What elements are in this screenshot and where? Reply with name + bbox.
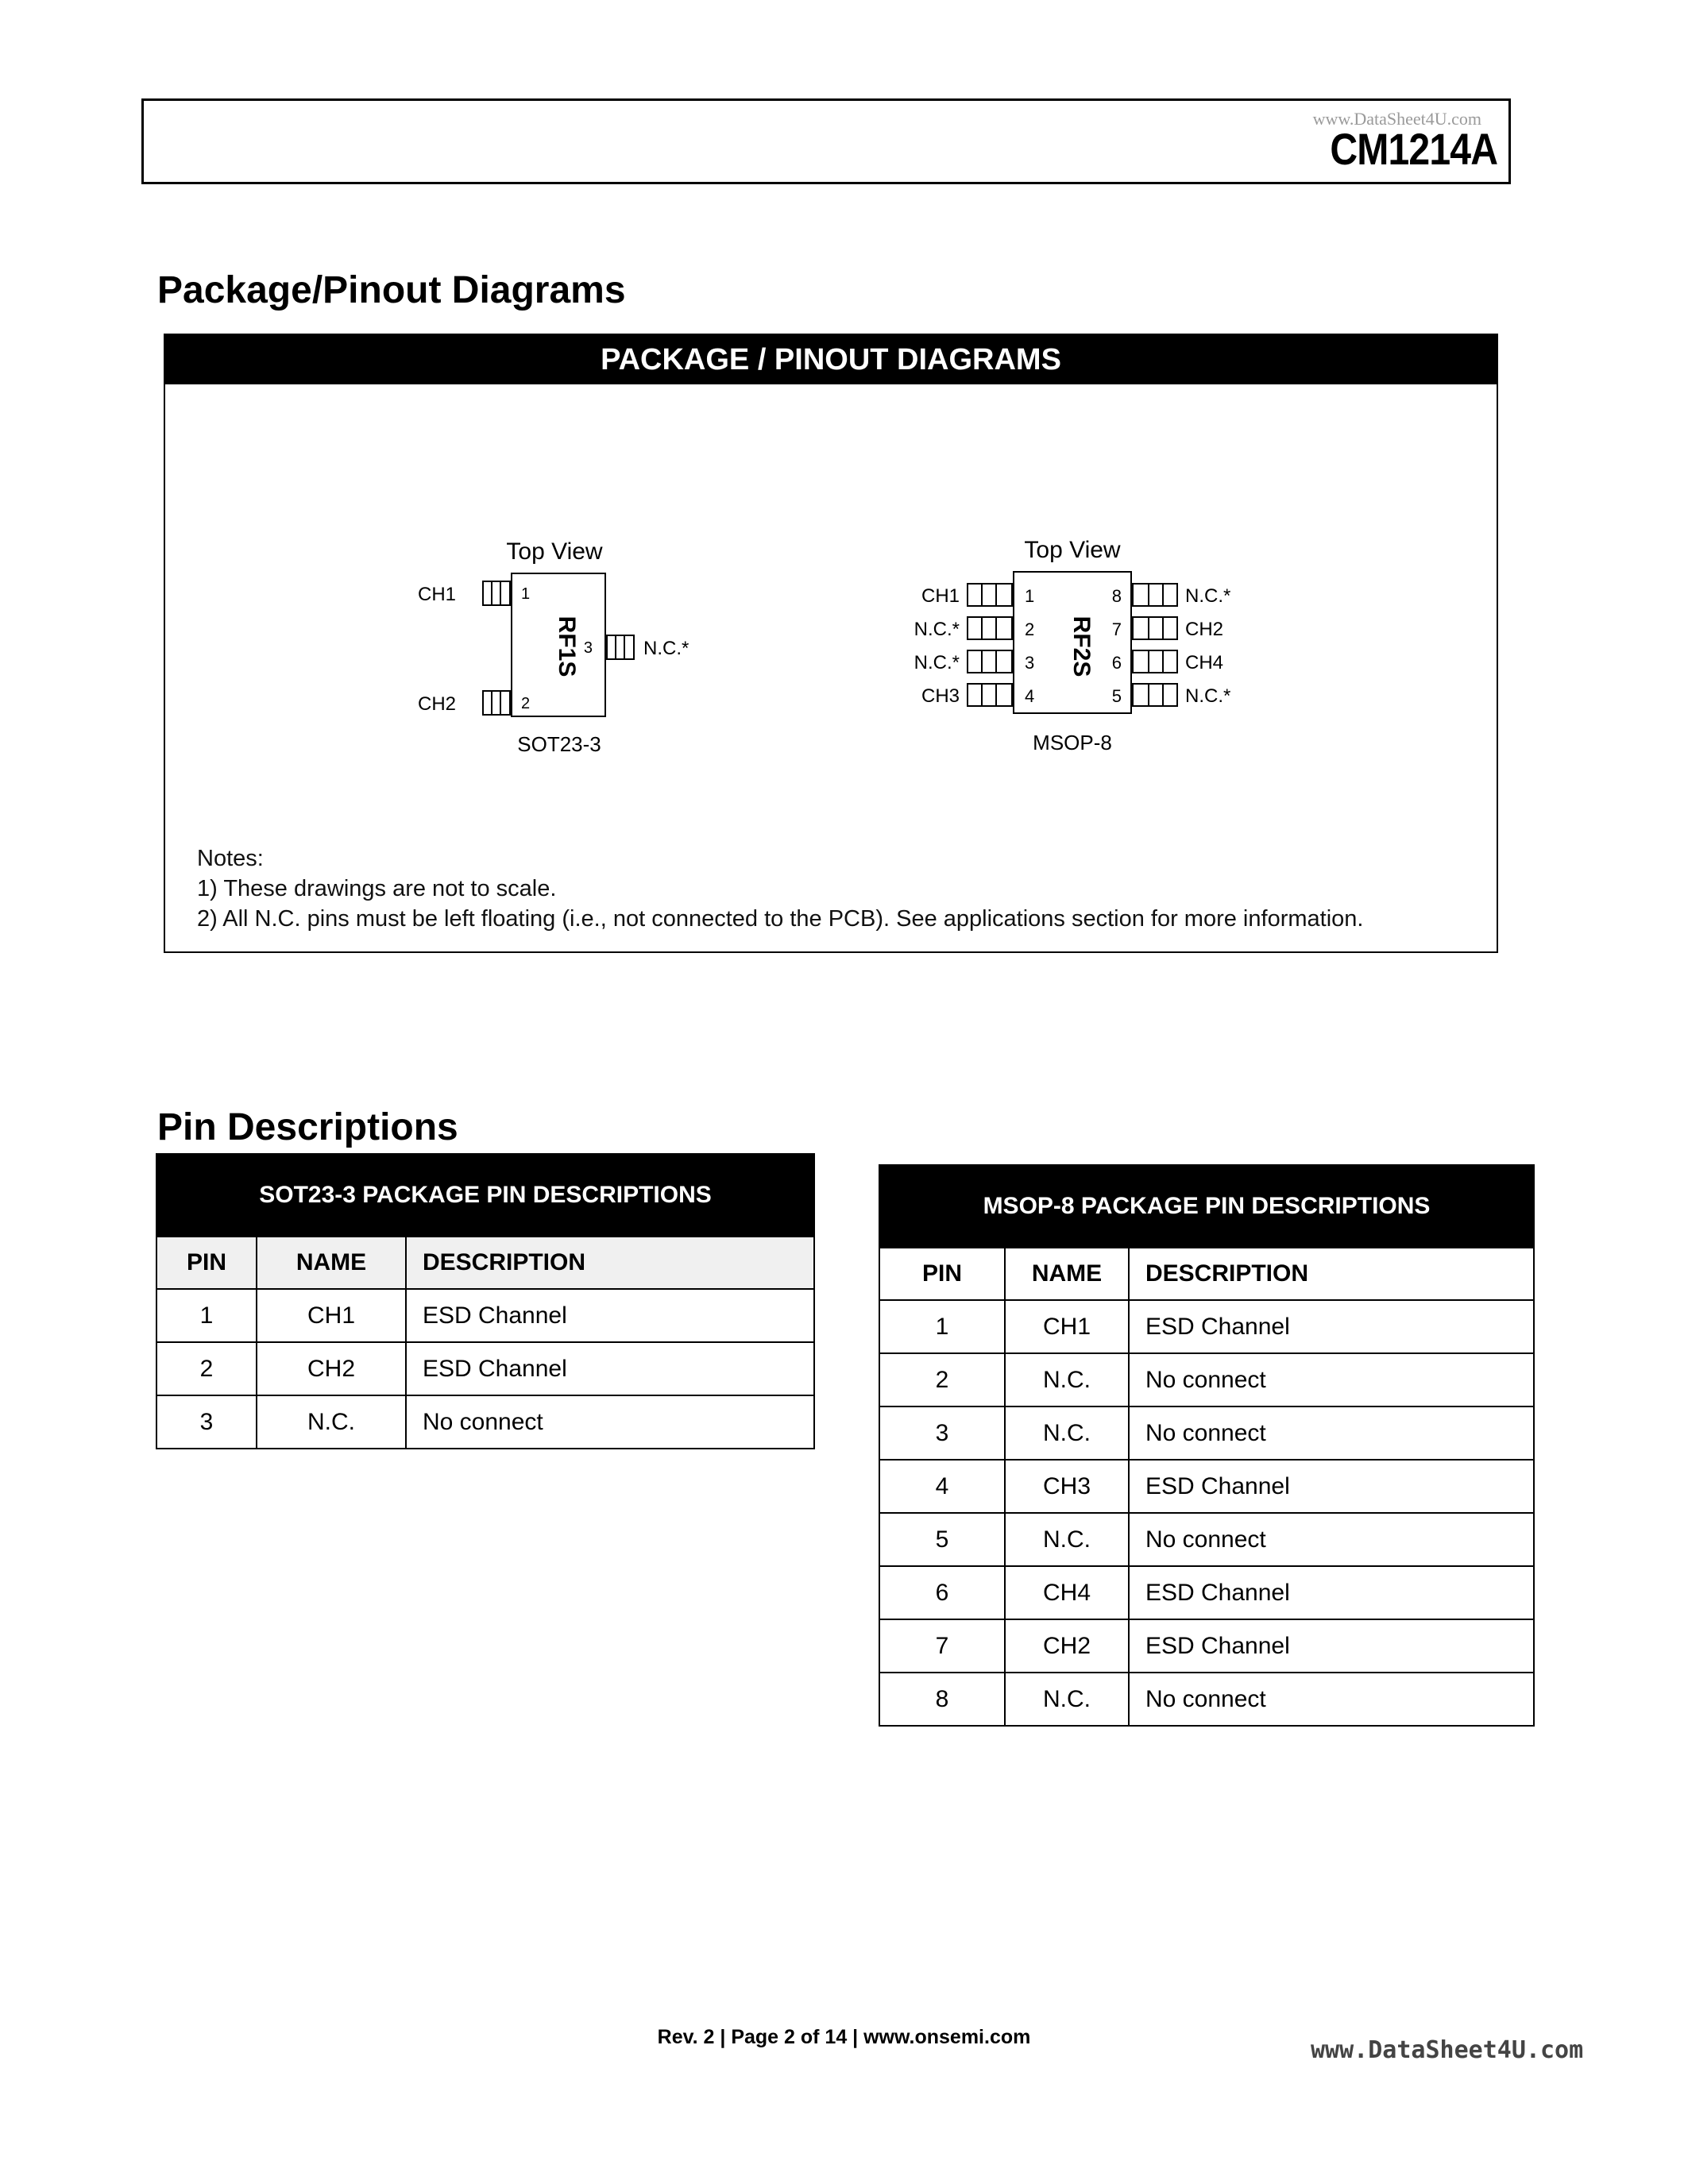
pin-cell: 3 [879, 1406, 1005, 1460]
msop-pin-table [879, 1164, 1535, 1727]
msop-pin4-number: 4 [1025, 686, 1035, 706]
sot23-pin3-lead [607, 635, 634, 659]
pin-cell: 2 [879, 1353, 1005, 1406]
pin-cell: 6 [879, 1566, 1005, 1619]
sot23-top-view: Top View [506, 538, 603, 565]
msop-pin5-number: 5 [1111, 686, 1122, 706]
msop-pin2-label: N.C.* [914, 619, 960, 640]
col-header-name: NAME [257, 1237, 406, 1289]
table-row [879, 1619, 1534, 1673]
msop-pin4-label: CH3 [921, 685, 960, 707]
sot23-pin3-number: 3 [583, 639, 593, 657]
footer-watermark: www.DataSheet4U.com [1311, 2036, 1584, 2064]
header-box [141, 98, 1511, 184]
msop-pin3-label: N.C.* [914, 652, 960, 673]
table-row [879, 1300, 1534, 1353]
col-header-pin: PIN [156, 1237, 257, 1289]
name-cell: CH1 [257, 1289, 406, 1342]
name-cell: CH3 [1005, 1460, 1129, 1513]
sot23-pin1-number: 1 [521, 585, 531, 603]
name-cell: CH1 [1005, 1300, 1129, 1353]
sot23-pin3-label: N.C.* [643, 638, 689, 659]
name-cell: CH4 [1005, 1566, 1129, 1619]
sot23-pin1-label: CH1 [417, 584, 457, 605]
sot23-table-title: SOT23-3 PACKAGE PIN DESCRIPTIONS [156, 1154, 814, 1237]
pinout-notes [197, 843, 1363, 934]
pinout-panel [164, 334, 1498, 953]
msop-pin7-number: 7 [1111, 619, 1122, 639]
description-cell: ESD Channel [1129, 1619, 1534, 1673]
sot23-marking: RF1S [554, 615, 580, 677]
sot23-pin2-number: 2 [521, 695, 531, 712]
table-row [156, 1395, 814, 1449]
sot23-package-name: SOT23-3 [517, 732, 601, 756]
table-row [879, 1513, 1534, 1566]
header-watermark: www.DataSheet4U.com [1312, 109, 1481, 129]
pin-cell: 3 [156, 1395, 257, 1449]
pinout-banner: PACKAGE / PINOUT DIAGRAMS [165, 335, 1497, 384]
msop-pin3-number: 3 [1025, 653, 1035, 673]
msop-pin1-number: 1 [1025, 586, 1035, 606]
col-header-description: DESCRIPTION [1129, 1248, 1534, 1300]
pin-cell: 5 [879, 1513, 1005, 1566]
msop-left-leads [968, 584, 1012, 706]
sot23-pin1-lead [483, 581, 510, 605]
sot23-pin2-label: CH2 [417, 693, 457, 715]
part-number-title: CM1214A [1330, 124, 1497, 174]
description-cell: ESD Channel [1129, 1460, 1534, 1513]
name-cell: N.C. [1005, 1673, 1129, 1726]
table-row [879, 1353, 1534, 1406]
pin-cell: 7 [879, 1619, 1005, 1673]
msop-table-title: MSOP-8 PACKAGE PIN DESCRIPTIONS [879, 1165, 1534, 1248]
msop-pin1-label: CH1 [921, 585, 960, 607]
pin-cell: 4 [879, 1460, 1005, 1513]
pin-cell: 1 [879, 1300, 1005, 1353]
pin-cell: 8 [879, 1673, 1005, 1726]
table-row [879, 1673, 1534, 1726]
description-cell: ESD Channel [406, 1342, 814, 1395]
msop-pin8-label: N.C.* [1185, 585, 1231, 607]
pin-descriptions-heading: Pin Descriptions [157, 1106, 458, 1148]
note-item: 2) All N.C. pins must be left floating (i.e., not connected to the PCB). See applications section for more information. [197, 906, 1364, 932]
note-item: 1) These drawings are not to scale. [197, 876, 557, 901]
msop-top-view: Top View [1024, 537, 1121, 563]
description-cell: No connect [1129, 1513, 1534, 1566]
pinout-heading: Package/Pinout Diagrams [157, 269, 626, 311]
description-cell: No connect [1129, 1406, 1534, 1460]
msop-pin8-number: 8 [1111, 586, 1122, 606]
msop-marking: RF2S [1068, 615, 1095, 677]
msop-pin5-label: N.C.* [1185, 685, 1231, 707]
description-cell: ESD Channel [1129, 1566, 1534, 1619]
sot23-pin-table [156, 1153, 815, 1449]
name-cell: N.C. [1005, 1513, 1129, 1566]
description-cell: No connect [1129, 1353, 1534, 1406]
sot23-pin2-lead [483, 691, 510, 715]
name-cell: N.C. [257, 1395, 406, 1449]
description-cell: ESD Channel [1129, 1300, 1534, 1353]
col-header-description: DESCRIPTION [406, 1237, 814, 1289]
table-row [879, 1406, 1534, 1460]
msop-pin7-label: CH2 [1185, 619, 1224, 640]
description-cell: ESD Channel [406, 1289, 814, 1342]
table-row [879, 1460, 1534, 1513]
pin-cell: 1 [156, 1289, 257, 1342]
table-row [879, 1566, 1534, 1619]
notes-title: Notes: [197, 846, 264, 871]
description-cell: No connect [406, 1395, 814, 1449]
pin-cell: 2 [156, 1342, 257, 1395]
table-row [156, 1342, 814, 1395]
msop-pin6-label: CH4 [1185, 652, 1224, 673]
msop-pin2-number: 2 [1025, 619, 1035, 639]
msop-pin6-number: 6 [1111, 653, 1122, 673]
col-header-pin: PIN [879, 1248, 1005, 1300]
name-cell: N.C. [1005, 1353, 1129, 1406]
col-header-name: NAME [1005, 1248, 1129, 1300]
name-cell: CH2 [1005, 1619, 1129, 1673]
table-row [156, 1289, 814, 1342]
msop-right-leads [1133, 584, 1177, 706]
name-cell: CH2 [257, 1342, 406, 1395]
msop-package-name: MSOP-8 [1033, 731, 1112, 754]
page-footer: Rev. 2 | Page 2 of 14 | www.onsemi.com [657, 2026, 1031, 2048]
description-cell: No connect [1129, 1673, 1534, 1726]
name-cell: N.C. [1005, 1406, 1129, 1460]
